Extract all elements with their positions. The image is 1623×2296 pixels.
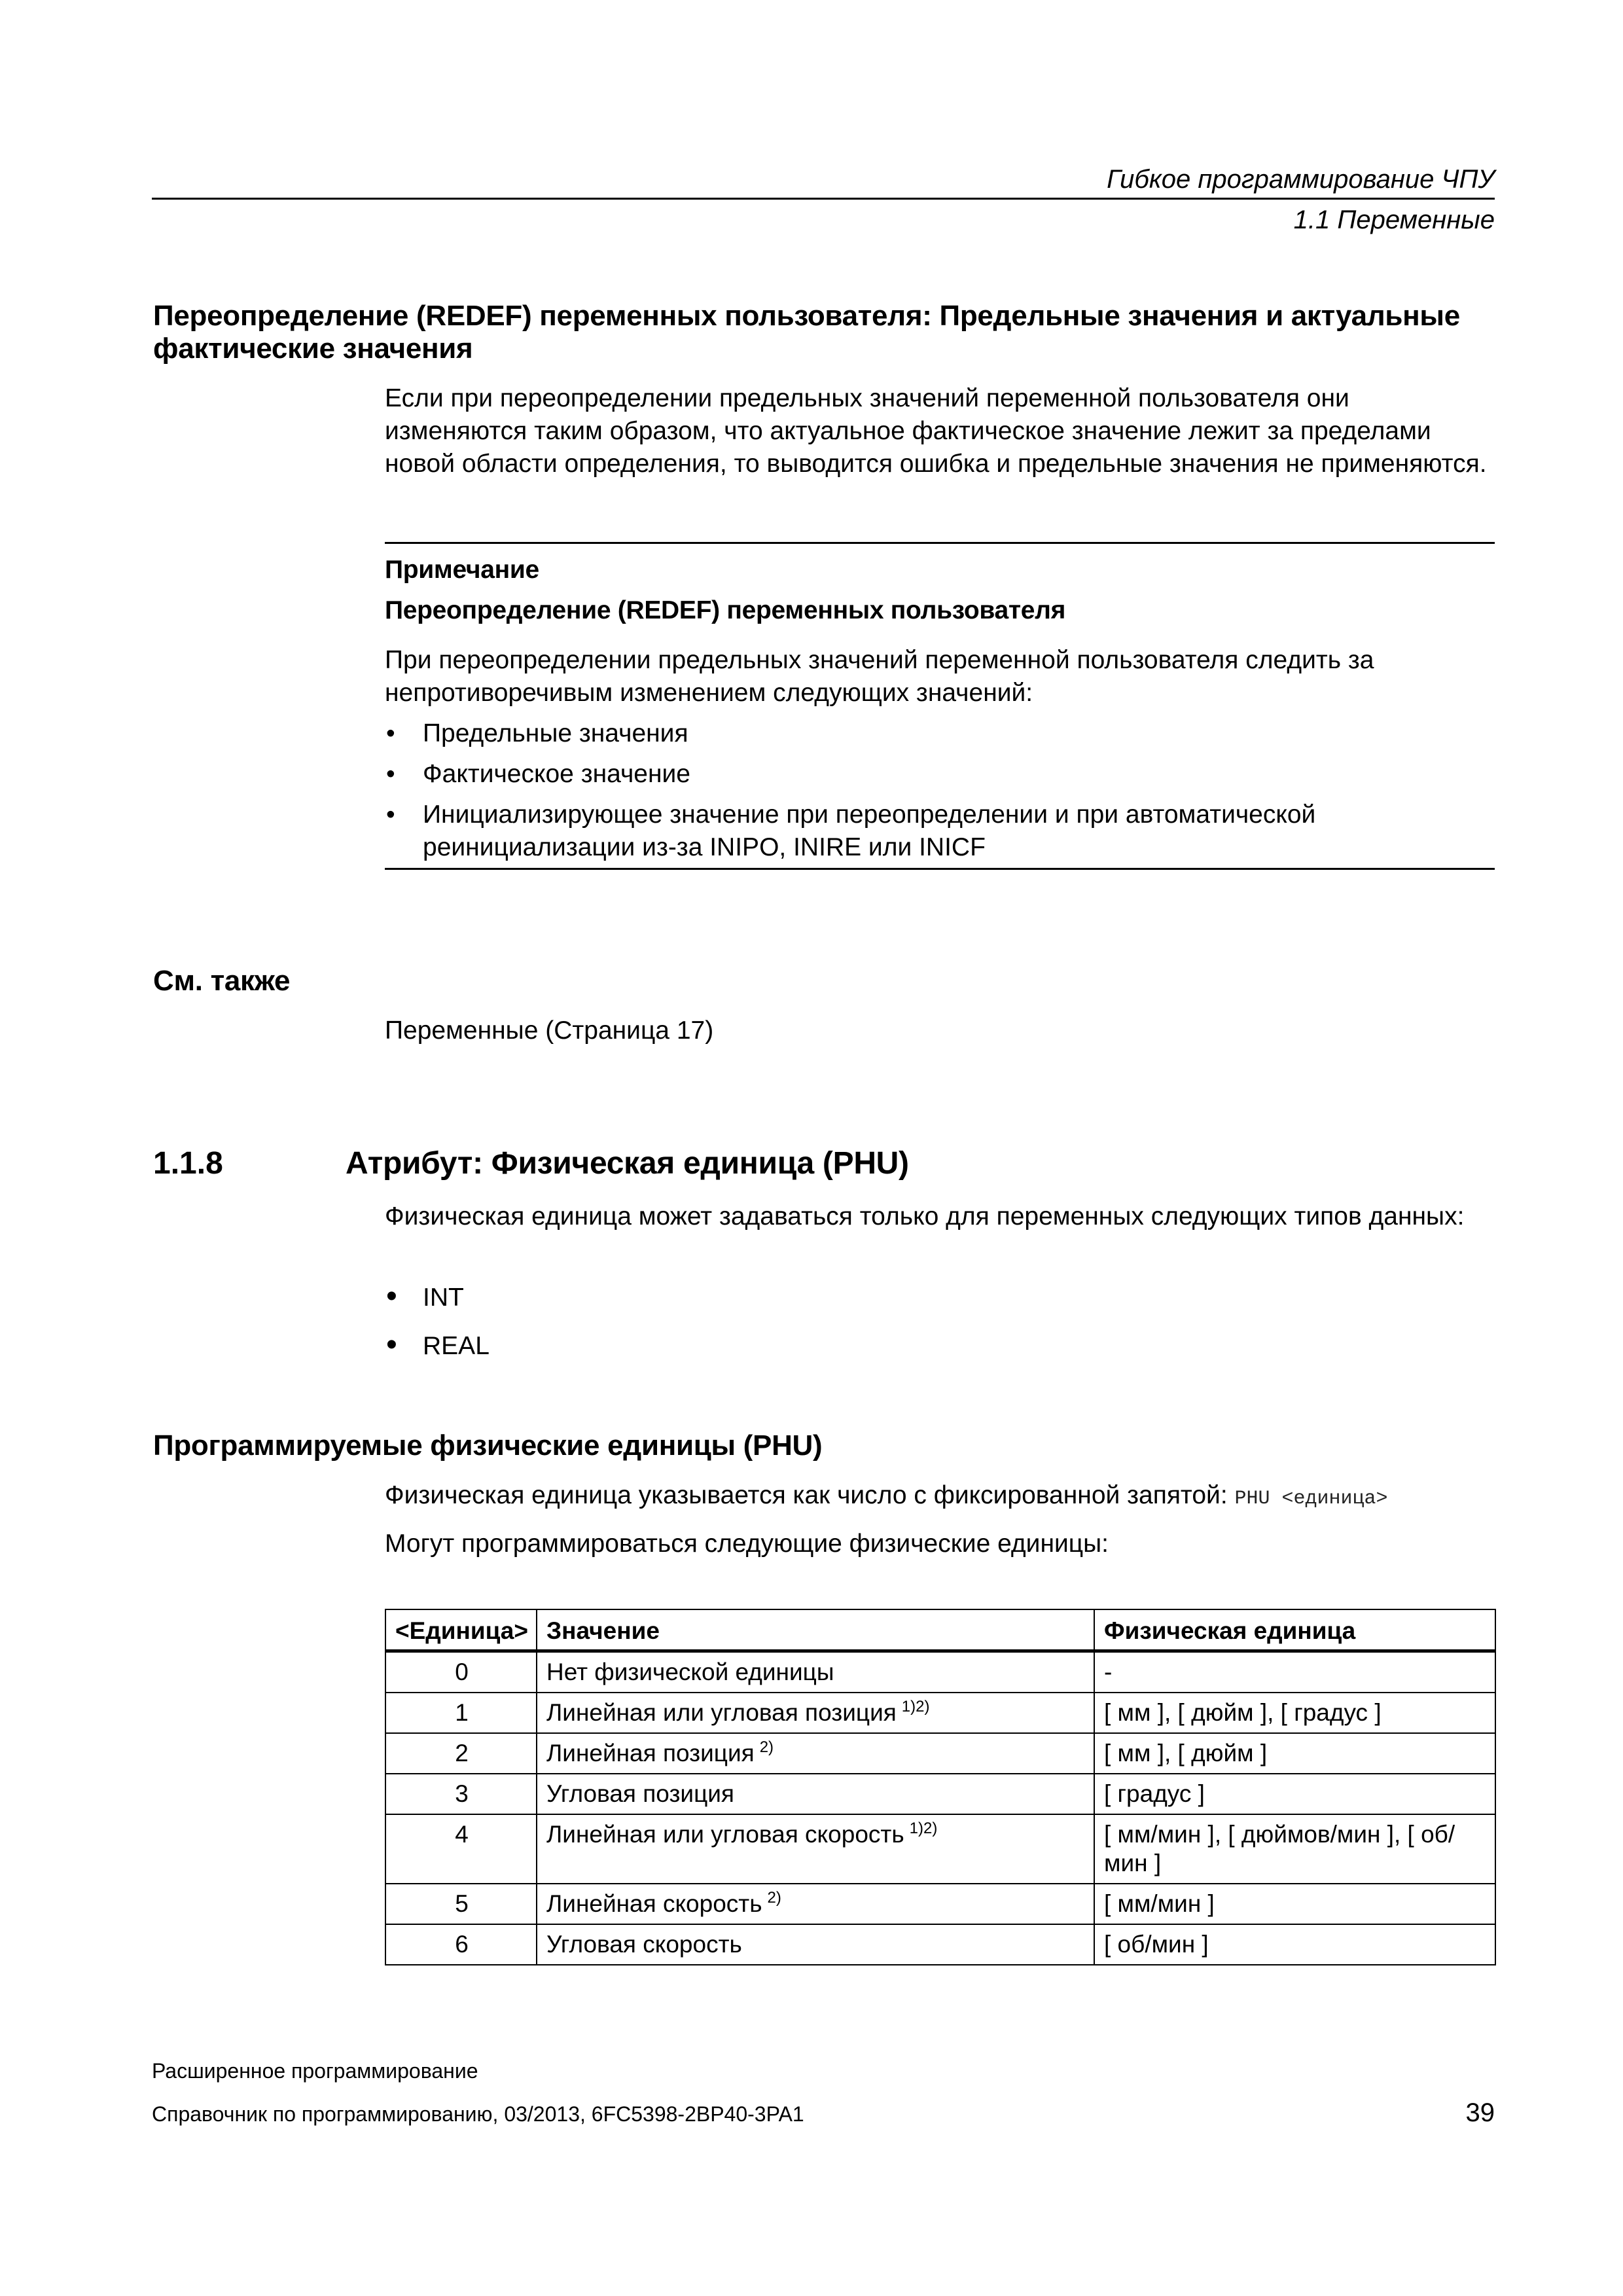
note-bottom-rule: [385, 868, 1495, 870]
note-bullet-marker: •: [386, 800, 395, 829]
table-row: [385, 1733, 1495, 1774]
table-header-row: [385, 1609, 1495, 1651]
cell-physical-unit: [ мм ], [ дюйм ]: [1094, 1733, 1495, 1774]
header-unit: <Единица>: [385, 1609, 537, 1651]
cell-physical-unit: [ мм/мин ]: [1094, 1884, 1495, 1924]
note-bullet-item: Предельные значения: [423, 719, 688, 747]
note-bullet-item: Инициализирующее значение при переопределении и при автоматической реинициализации из-за INIPO, INIRE или INICF: [423, 800, 1316, 861]
cell-meaning: [537, 1924, 1094, 1965]
cell-unit: 0: [385, 1651, 537, 1693]
redef-heading-line2: фактические значения: [153, 332, 473, 365]
cell-unit: 1: [385, 1693, 537, 1733]
table-row: [385, 1924, 1495, 1965]
note-bullet-marker: •: [386, 760, 395, 788]
cell-meaning: [537, 1733, 1094, 1774]
cell-meaning-text: Линейная или угловая позиция: [546, 1699, 897, 1726]
running-header-section: 1.1 Переменные: [1293, 206, 1495, 234]
footer-book-title: Расширенное программирование: [152, 2059, 478, 2083]
phu-units-table: [385, 1609, 1496, 1965]
cell-meaning-text: Нет физической единицы: [546, 1659, 834, 1685]
footnote-ref: 1)2): [901, 1698, 930, 1715]
redef-heading-line1: Переопределение (REDEF) переменных пользователя: Предельные значения и актуальные: [153, 300, 1460, 332]
cell-unit: 3: [385, 1774, 537, 1814]
cell-meaning: [537, 1814, 1094, 1884]
note-top-rule: [385, 542, 1495, 544]
cell-unit: 5: [385, 1884, 537, 1924]
cell-meaning: [537, 1651, 1094, 1693]
header-meaning: Значение: [537, 1609, 1094, 1651]
cell-physical-unit: [ мм/мин ], [ дюймов/мин ], [ об/мин ]: [1094, 1814, 1495, 1884]
header-divider: [152, 198, 1495, 200]
phu-code: PHU <единица>: [1234, 1488, 1388, 1510]
table-row: [385, 1884, 1495, 1924]
redef-paragraph: Если при переопределении предельных значений переменной пользователя они изменяются таким образом, что актуальное фактическое значение лежит за пределами новой области определения, то выводится ошибка и предельные значения не применяются.: [385, 384, 1487, 478]
section-paragraph: Физическая единица может задаваться только для переменных следующих типов данных:: [385, 1202, 1465, 1230]
header-physical-unit: Физическая единица: [1094, 1609, 1495, 1651]
cell-physical-unit: [ об/мин ]: [1094, 1924, 1495, 1965]
programmable-text1-line: [385, 1479, 1497, 1515]
note-bullet-marker: •: [386, 719, 395, 747]
type-bullet-item: REAL: [423, 1332, 490, 1360]
type-bullet-marker: •: [386, 1279, 397, 1314]
type-bullet-marker: •: [386, 1327, 397, 1362]
table-row: [385, 1774, 1495, 1814]
cell-meaning: [537, 1774, 1094, 1814]
programmable-text1: Физическая единица указывается как число с фиксированной запятой:: [385, 1481, 1228, 1509]
page-number: 39: [1465, 2098, 1495, 2127]
table-row: [385, 1651, 1495, 1693]
cell-meaning-text: Угловая позиция: [546, 1780, 734, 1807]
cell-unit: 2: [385, 1733, 537, 1774]
cell-unit: 6: [385, 1924, 537, 1965]
cell-meaning-text: Угловая скорость: [546, 1931, 742, 1958]
cell-physical-unit: [ мм ], [ дюйм ], [ градус ]: [1094, 1693, 1495, 1733]
cell-meaning-text: Линейная скорость: [546, 1890, 762, 1917]
cell-physical-unit: [ градус ]: [1094, 1774, 1495, 1814]
table-row: [385, 1693, 1495, 1733]
type-bullet-item: INT: [423, 1283, 464, 1312]
see-also-heading: См. также: [153, 965, 291, 997]
note-title: Переопределение (REDEF) переменных пользователя: [385, 596, 1066, 624]
footnote-ref: 1)2): [909, 1820, 938, 1837]
note-text: При переопределении предельных значений переменной пользователя следить за непротиворечивым изменением следующих значений:: [385, 646, 1374, 707]
table-row: [385, 1814, 1495, 1884]
cell-meaning: [537, 1884, 1094, 1924]
programmable-text2: Могут программироваться следующие физические единицы:: [385, 1530, 1109, 1558]
cell-meaning-text: Линейная или угловая скорость: [546, 1821, 904, 1848]
cell-meaning: [537, 1693, 1094, 1733]
cell-physical-unit: -: [1094, 1651, 1495, 1693]
section-title: Атрибут: Физическая единица (PHU): [346, 1146, 909, 1181]
footnote-ref: 2): [767, 1889, 781, 1907]
cell-meaning-text: Линейная позиция: [546, 1740, 755, 1767]
cell-unit: 4: [385, 1814, 537, 1884]
running-header-title: Гибкое программирование ЧПУ: [1107, 165, 1495, 194]
programmable-heading: Программируемые физические единицы (PHU): [153, 1429, 823, 1462]
footnote-ref: 2): [759, 1738, 774, 1756]
section-number: 1.1.8: [153, 1146, 223, 1181]
see-also-link[interactable]: Переменные (Страница 17): [385, 1016, 714, 1045]
note-bullet-item: Фактическое значение: [423, 760, 690, 788]
footer-manual-info: Справочник по программированию, 03/2013, 6FC5398-2BP40-3PA1: [152, 2102, 804, 2126]
note-label: Примечание: [385, 556, 539, 584]
